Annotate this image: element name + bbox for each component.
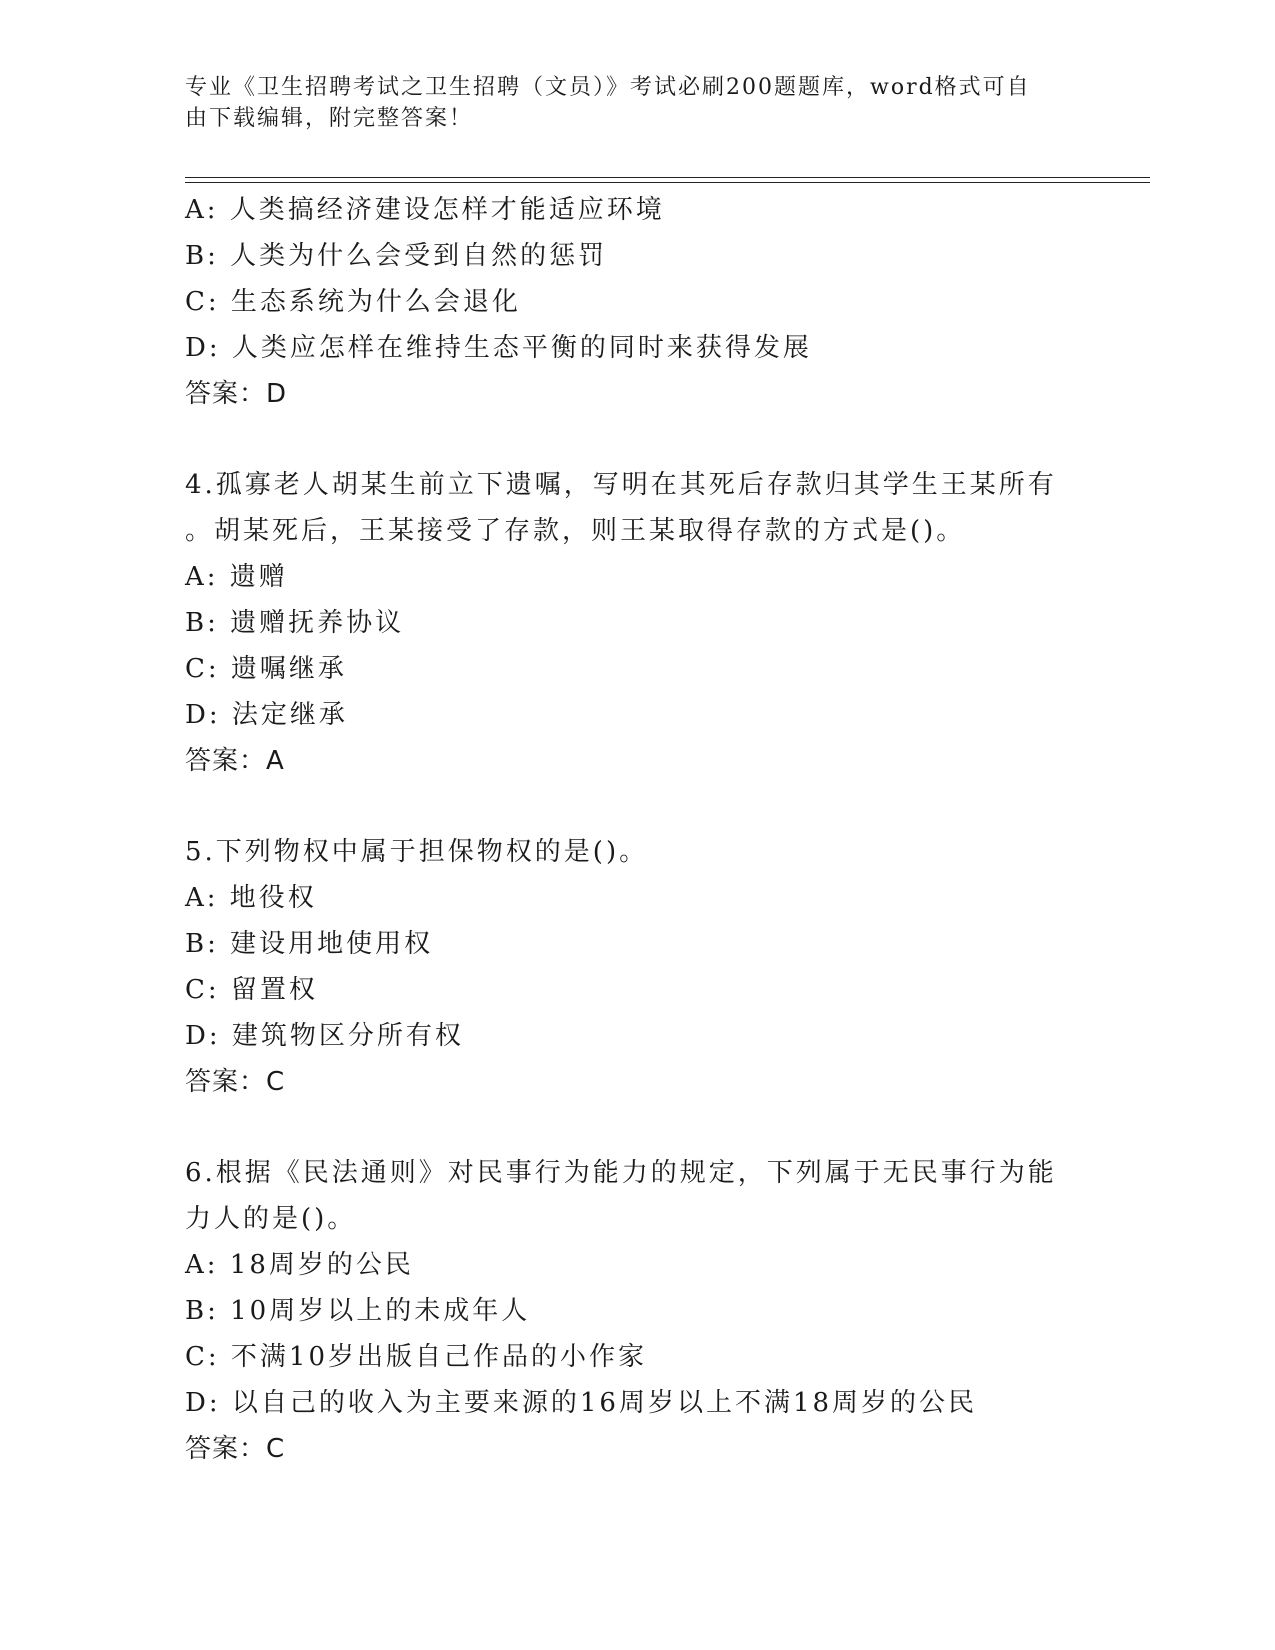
question-block-6 — [185, 1150, 1085, 1472]
question-stem-line-2: 。胡某死后，王某接受了存款，则王某取得存款的方式是()。 — [185, 516, 966, 546]
spacer — [185, 784, 1085, 829]
spacer — [185, 417, 1085, 462]
answer-line: 答案：A — [185, 746, 285, 776]
spacer — [185, 1105, 1085, 1150]
header-line-1: 专业《卫生招聘考试之卫生招聘（文员）》考试必刷200题题库，word格式可自 — [185, 75, 1031, 100]
option-c: C: 生态系统为什么会退化 — [185, 287, 521, 317]
option-b: B: 人类为什么会受到自然的惩罚 — [185, 241, 608, 271]
question-stem-line-2: 力人的是()。 — [185, 1204, 357, 1234]
question-block-5 — [185, 829, 1085, 1105]
answer-line: 答案：C — [185, 1067, 286, 1097]
question-block-3 — [185, 187, 1085, 417]
answer-line: 答案：D — [185, 379, 288, 409]
header-divider-top — [185, 177, 1150, 178]
option-d: D: 法定继承 — [185, 700, 348, 730]
option-a: A: 地役权 — [185, 883, 317, 913]
option-d: D: 建筑物区分所有权 — [185, 1021, 464, 1051]
answer-line: 答案：C — [185, 1434, 286, 1464]
option-d: D: 人类应怎样在维持生态平衡的同时来获得发展 — [185, 333, 812, 363]
header-divider-bottom — [185, 182, 1150, 183]
option-c: C: 不满10岁出版自己作品的小作家 — [185, 1342, 648, 1372]
option-a: A: 人类搞经济建设怎样才能适应环境 — [185, 195, 665, 225]
option-c: C: 遗嘱继承 — [185, 654, 347, 684]
option-c: C: 留置权 — [185, 975, 318, 1005]
question-list — [185, 187, 1085, 1472]
option-d: D: 以自己的收入为主要来源的16周岁以上不满18周岁的公民 — [185, 1388, 978, 1418]
option-b: B: 建设用地使用权 — [185, 929, 434, 959]
document-header — [185, 72, 1065, 134]
option-a: A: 18周岁的公民 — [185, 1250, 414, 1280]
question-stem-line-1: 5.下列物权中属于担保物权的是()。 — [185, 837, 649, 867]
header-line-2: 由下载编辑，附完整答案！ — [185, 106, 474, 131]
question-stem-line-1: 6.根据《民法通则》对民事行为能力的规定，下列属于无民事行为能 — [185, 1158, 1057, 1188]
question-stem-line-1: 4.孤寡老人胡某生前立下遗嘱，写明在其死后存款归其学生王某所有 — [185, 470, 1057, 500]
option-a: A: 遗赠 — [185, 562, 288, 592]
question-block-4 — [185, 462, 1085, 784]
option-b: B: 遗赠抚养协议 — [185, 608, 405, 638]
option-b: B: 10周岁以上的未成年人 — [185, 1296, 531, 1326]
